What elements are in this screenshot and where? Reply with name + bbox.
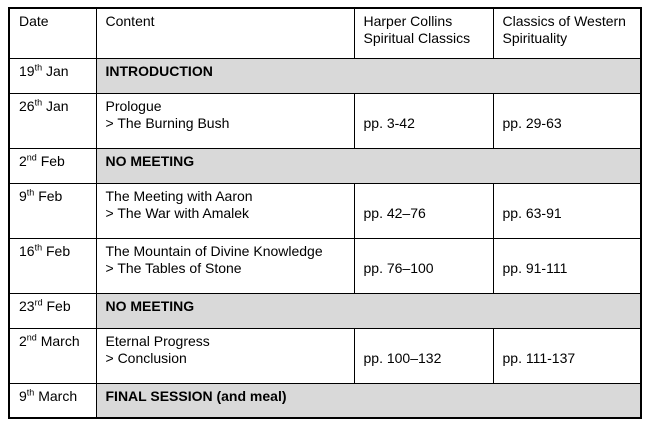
content-cell bbox=[96, 183, 354, 238]
ordinal-suffix: th bbox=[26, 186, 35, 197]
harper-pages-cell: pp. 76–100 bbox=[354, 238, 493, 293]
ordinal-suffix: rd bbox=[34, 296, 43, 307]
ordinal-suffix: th bbox=[34, 61, 43, 72]
content-cell bbox=[96, 328, 354, 383]
col-header-harper-collins: Harper Collins Spiritual Classics bbox=[354, 8, 493, 58]
content-cell bbox=[96, 238, 354, 293]
reading-schedule-table bbox=[8, 7, 642, 419]
date-month: Feb bbox=[40, 152, 65, 169]
date-cell bbox=[9, 58, 96, 93]
table-row-no-meeting-2 bbox=[9, 293, 641, 328]
content-title: The Mountain of Divine Knowledge bbox=[105, 242, 323, 259]
banner-cell: INTRODUCTION bbox=[96, 58, 641, 93]
date-cell bbox=[9, 148, 96, 183]
content-subtitle: > The War with Amalek bbox=[105, 204, 250, 221]
ordinal-suffix: th bbox=[34, 96, 43, 107]
date-cell bbox=[9, 238, 96, 293]
classics-pages-cell: pp. 63-91 bbox=[493, 183, 641, 238]
date-day: 9 bbox=[19, 187, 27, 204]
content-subtitle: > The Tables of Stone bbox=[105, 259, 242, 276]
date-cell bbox=[9, 293, 96, 328]
table-row-no-meeting-1 bbox=[9, 148, 641, 183]
harper-pages-cell: pp. 42–76 bbox=[354, 183, 493, 238]
table-row-prologue bbox=[9, 93, 641, 148]
banner-cell: NO MEETING bbox=[96, 148, 641, 183]
content-title: Eternal Progress bbox=[105, 332, 210, 349]
banner-cell: FINAL SESSION (and meal) bbox=[96, 383, 641, 418]
date-day: 2 bbox=[19, 332, 27, 349]
ordinal-suffix: th bbox=[34, 241, 43, 252]
content-title: The Meeting with Aaron bbox=[105, 187, 253, 204]
date-month: March bbox=[38, 387, 78, 404]
header-row bbox=[9, 8, 641, 58]
date-cell bbox=[9, 93, 96, 148]
date-month: March bbox=[40, 332, 80, 349]
date-cell bbox=[9, 328, 96, 383]
date-day: 2 bbox=[19, 152, 27, 169]
date-day: 9 bbox=[19, 387, 27, 404]
classics-pages-cell: pp. 91-111 bbox=[493, 238, 641, 293]
content-subtitle: > The Burning Bush bbox=[105, 114, 230, 131]
date-month: Jan bbox=[45, 62, 69, 79]
table-row-introduction bbox=[9, 58, 641, 93]
date-day: 19 bbox=[19, 62, 35, 79]
date-cell bbox=[9, 183, 96, 238]
banner-cell: NO MEETING bbox=[96, 293, 641, 328]
ordinal-suffix: nd bbox=[26, 331, 37, 342]
date-month: Jan bbox=[45, 97, 69, 114]
date-month: Feb bbox=[46, 297, 71, 314]
harper-pages-cell: pp. 3-42 bbox=[354, 93, 493, 148]
content-title: Prologue bbox=[105, 97, 162, 114]
table-row-meeting-aaron bbox=[9, 183, 641, 238]
table-row-final-session bbox=[9, 383, 641, 418]
table-row-mountain-knowledge bbox=[9, 238, 641, 293]
date-day: 26 bbox=[19, 97, 35, 114]
content-subtitle: > Conclusion bbox=[105, 349, 187, 366]
date-month: Feb bbox=[45, 242, 71, 259]
date-day: 16 bbox=[19, 242, 35, 259]
col-header-content: Content bbox=[96, 8, 354, 58]
col-header-date: Date bbox=[9, 8, 96, 58]
ordinal-suffix: nd bbox=[26, 151, 37, 162]
harper-pages-cell: pp. 100–132 bbox=[354, 328, 493, 383]
classics-pages-cell: pp. 29-63 bbox=[493, 93, 641, 148]
date-month: Feb bbox=[38, 187, 63, 204]
content-cell bbox=[96, 93, 354, 148]
ordinal-suffix: th bbox=[26, 386, 35, 397]
date-cell bbox=[9, 383, 96, 418]
date-day: 23 bbox=[19, 297, 35, 314]
table-row-eternal-progress bbox=[9, 328, 641, 383]
col-header-classics-western: Classics of Western Spirituality bbox=[493, 8, 641, 58]
classics-pages-cell: pp. 111-137 bbox=[493, 328, 641, 383]
